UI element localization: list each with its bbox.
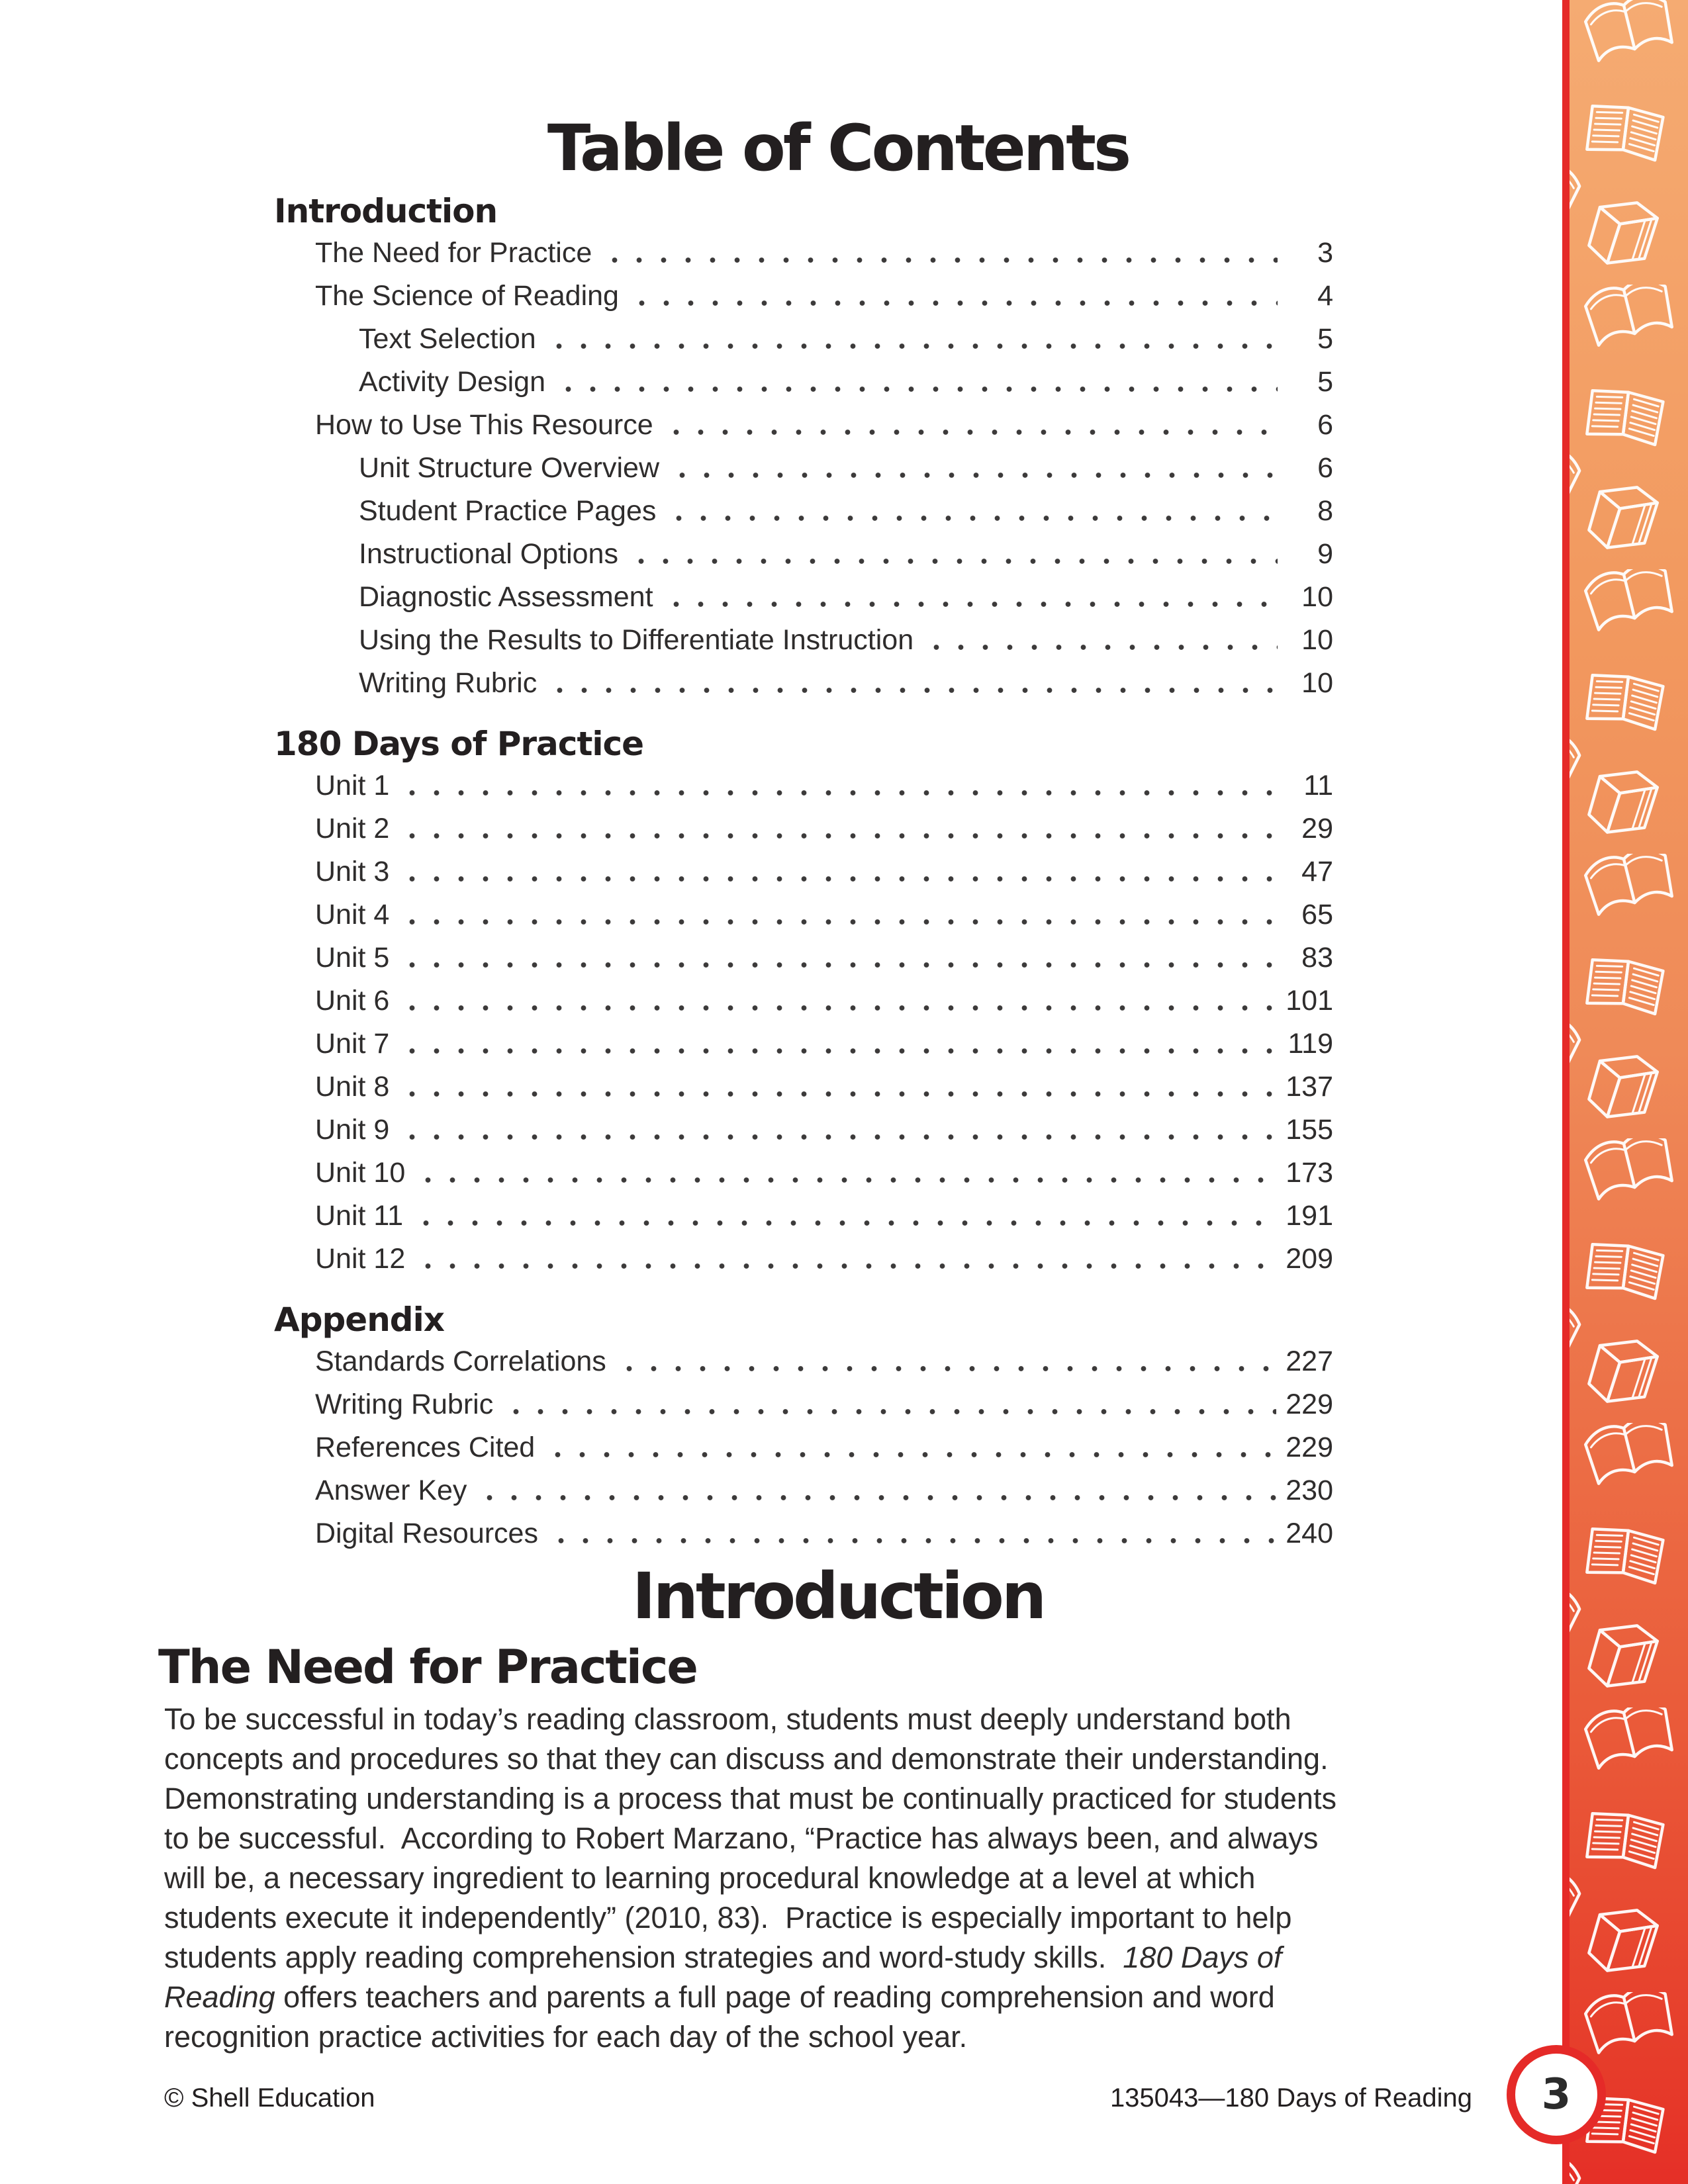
toc-entry: [274, 1426, 1333, 1469]
toc-entry-label: Unit 9: [315, 1114, 390, 1146]
toc-entry-label: Writing Rubric: [315, 1388, 494, 1420]
toc-entry-label: Unit Structure Overview: [359, 452, 660, 484]
toc-entry-label: Unit 6: [315, 985, 390, 1017]
toc-dot-leader: [400, 764, 1278, 807]
toc-entry-page: 10: [1301, 667, 1333, 699]
paragraph-line: [164, 1700, 1481, 1739]
toc-dot-leader: [400, 936, 1278, 979]
toc-entry-page: 9: [1317, 538, 1333, 570]
toc-entry-page: 29: [1301, 813, 1333, 844]
paragraph-line: [164, 1858, 1481, 1898]
toc-entry: [274, 533, 1333, 576]
toc-entry-page: 155: [1286, 1114, 1333, 1146]
toc-dot-leader: [545, 1426, 1276, 1469]
toc-entry-label: Digital Resources: [315, 1518, 538, 1549]
toc-entry-label: Unit 11: [315, 1200, 404, 1232]
page-number: 3: [1541, 2070, 1571, 2119]
toc-dot-leader: [549, 1512, 1276, 1555]
toc-entry-label: Using the Results to Differentiate Instruction: [359, 624, 914, 656]
toc-entry-label: Unit 10: [315, 1157, 406, 1189]
paragraph-text: will be, a necessary ingredient to learning procedural knowledge at a level at which: [164, 1861, 1256, 1895]
paragraph-line: [164, 1779, 1481, 1819]
toc-entry-page: 227: [1286, 1345, 1333, 1377]
toc-entry: [274, 1066, 1333, 1109]
toc-entry-page: 6: [1317, 409, 1333, 441]
toc-section-header: Introduction: [274, 192, 498, 230]
toc-entry: [274, 447, 1333, 490]
toc-dot-leader: [416, 1152, 1276, 1195]
paragraph-text: to be successful. According to Robert Marzano, “Practice has always been, and always: [164, 1821, 1319, 1855]
book-pattern-border: [1562, 0, 1688, 2184]
paragraph-line: [164, 1978, 1481, 2017]
paragraph-line: [164, 1739, 1481, 1779]
paragraph-text: Demonstrating understanding is a process that must be continually practiced for students: [164, 1782, 1336, 1815]
toc-entry: [274, 490, 1333, 533]
toc-entry-page: 5: [1317, 366, 1333, 398]
toc-dot-leader: [400, 893, 1278, 936]
toc-entry-page: 191: [1286, 1200, 1333, 1232]
toc-entry-page: 119: [1288, 1028, 1333, 1060]
toc-entry-label: Student Practice Pages: [359, 495, 657, 527]
need-for-practice-heading: The Need for Practice: [158, 1640, 697, 1694]
toc-dot-leader: [400, 850, 1278, 893]
toc-entry: [274, 807, 1333, 850]
toc-dot-leader: [664, 404, 1278, 447]
toc-dot-leader: [414, 1195, 1276, 1238]
toc-entry-page: 230: [1286, 1475, 1333, 1506]
paragraph-line: [164, 2017, 1481, 2057]
toc-entry-page: 10: [1301, 581, 1333, 613]
toc-entry: [274, 1152, 1333, 1195]
toc-entry: [274, 1383, 1333, 1426]
toc-entry: [274, 318, 1333, 361]
toc-dot-leader: [602, 232, 1278, 275]
toc-entry-label: Text Selection: [359, 323, 536, 355]
toc-entry: [274, 404, 1333, 447]
footer-book-id: 135043—180 Days of Reading: [1109, 2083, 1472, 2113]
toc-entry-label: How to Use This Resource: [315, 409, 653, 441]
toc-dot-leader: [556, 361, 1278, 404]
italic-book-title: 180 Days of: [1123, 1940, 1282, 1974]
toc-dot-leader: [547, 318, 1278, 361]
toc-entry-page: 8: [1317, 495, 1333, 527]
toc-dot-leader: [400, 1109, 1276, 1152]
toc-entry: [274, 361, 1333, 404]
toc-section-header: 180 Days of Practice: [274, 725, 644, 763]
toc-dot-leader: [629, 533, 1278, 576]
toc-dot-leader: [664, 576, 1278, 619]
toc-dot-leader: [400, 979, 1276, 1023]
toc-entry-label: Unit 2: [315, 813, 390, 844]
toc-dot-leader: [504, 1383, 1276, 1426]
toc-dot-leader: [400, 807, 1278, 850]
paragraph-text: concepts and procedures so that they can discuss and demonstrate their understanding.: [164, 1742, 1329, 1776]
toc-entry-label: Writing Rubric: [359, 667, 538, 699]
toc-entry-page: 229: [1286, 1432, 1333, 1463]
toc-entry-label: Unit 12: [315, 1243, 406, 1275]
toc-entry-label: Unit 7: [315, 1028, 390, 1060]
toc-entry-label: Diagnostic Assessment: [359, 581, 653, 613]
toc-entry: [274, 764, 1333, 807]
toc-entry-page: 10: [1301, 624, 1333, 656]
toc-dot-leader: [667, 490, 1278, 533]
toc-entry: [274, 1340, 1333, 1383]
toc-entry: [274, 936, 1333, 979]
toc-entry-page: 65: [1301, 899, 1333, 931]
toc-entry-label: Standards Correlations: [315, 1345, 606, 1377]
intro-title: Introduction: [632, 1559, 1045, 1633]
toc-entry-label: Unit 8: [315, 1071, 390, 1103]
toc-dot-leader: [477, 1469, 1276, 1512]
toc-entry-page: 5: [1317, 323, 1333, 355]
toc-entry: [274, 1023, 1333, 1066]
paragraph-line: [164, 1898, 1481, 1938]
toc-entry-page: 83: [1301, 942, 1333, 974]
toc-entry: [274, 1512, 1333, 1555]
toc-entry-label: Unit 1: [315, 770, 390, 801]
toc-entry-label: Unit 5: [315, 942, 390, 974]
toc-dot-leader: [400, 1066, 1276, 1109]
toc-entry: [274, 1195, 1333, 1238]
toc-title: Table of Contents: [547, 111, 1129, 185]
page-footer: [164, 2083, 1472, 2113]
toc-entry-label: Instructional Options: [359, 538, 618, 570]
toc-entry-label: Answer Key: [315, 1475, 467, 1506]
toc-entry: [274, 576, 1333, 619]
toc-dot-leader: [670, 447, 1278, 490]
toc-entry-label: Unit 3: [315, 856, 390, 887]
intro-paragraph: [164, 1700, 1481, 2057]
toc-dot-leader: [547, 662, 1278, 705]
toc-entry-page: 137: [1286, 1071, 1333, 1103]
toc-entry-label: Activity Design: [359, 366, 545, 398]
paragraph-text: offers teachers and parents a full page of reading comprehension and word: [275, 1980, 1275, 2014]
toc-entry-page: 209: [1286, 1243, 1333, 1275]
toc-dot-leader: [400, 1023, 1278, 1066]
toc-entry: [274, 275, 1333, 318]
toc-entry-label: The Science of Reading: [315, 280, 619, 312]
toc-entry-page: 240: [1286, 1518, 1333, 1549]
toc-entry: [274, 619, 1333, 662]
toc-entry: [274, 232, 1333, 275]
paragraph-line: [164, 1819, 1481, 1858]
book-pattern-svg: [1570, 0, 1688, 2184]
toc-dot-leader: [617, 1340, 1276, 1383]
toc-entry-page: 3: [1317, 237, 1333, 269]
toc-entry-page: 47: [1301, 856, 1333, 887]
toc-entry: [274, 893, 1333, 936]
toc-entry-page: 101: [1286, 985, 1333, 1017]
toc-entry: [274, 1238, 1333, 1281]
paragraph-text: recognition practice activities for each day of the school year.: [164, 2020, 968, 2054]
toc-entry-page: 4: [1317, 280, 1333, 312]
toc-entry-page: 173: [1286, 1157, 1333, 1189]
page-number-circle: [1507, 2045, 1606, 2144]
toc-entry-label: The Need for Practice: [315, 237, 592, 269]
toc-dot-leader: [416, 1238, 1276, 1281]
toc-entry: [274, 979, 1333, 1023]
paragraph-text: students execute it independently” (2010, 83). Practice is especially important to help: [164, 1901, 1292, 1934]
toc-dot-leader: [630, 275, 1278, 318]
toc-entry-page: 229: [1286, 1388, 1333, 1420]
footer-copyright: © Shell Education: [164, 2083, 375, 2113]
toc-entry-page: 11: [1303, 770, 1333, 801]
toc-entry: [274, 1469, 1333, 1512]
paragraph-line: [164, 1938, 1481, 1978]
toc-entry: [274, 662, 1333, 705]
italic-book-title: Reading: [164, 1980, 275, 2014]
toc-entry: [274, 850, 1333, 893]
toc-list: [274, 191, 1333, 1555]
toc-entry-label: Unit 4: [315, 899, 390, 931]
toc-entry-label: References Cited: [315, 1432, 536, 1463]
toc-entry: [274, 1109, 1333, 1152]
toc-section-header: Appendix: [274, 1300, 444, 1339]
toc-entry-page: 6: [1317, 452, 1333, 484]
paragraph-text: students apply reading comprehension strategies and word-study skills.: [164, 1940, 1123, 1974]
paragraph-text: To be successful in today’s reading classroom, students must deeply understand both: [164, 1702, 1291, 1736]
toc-dot-leader: [924, 619, 1278, 662]
